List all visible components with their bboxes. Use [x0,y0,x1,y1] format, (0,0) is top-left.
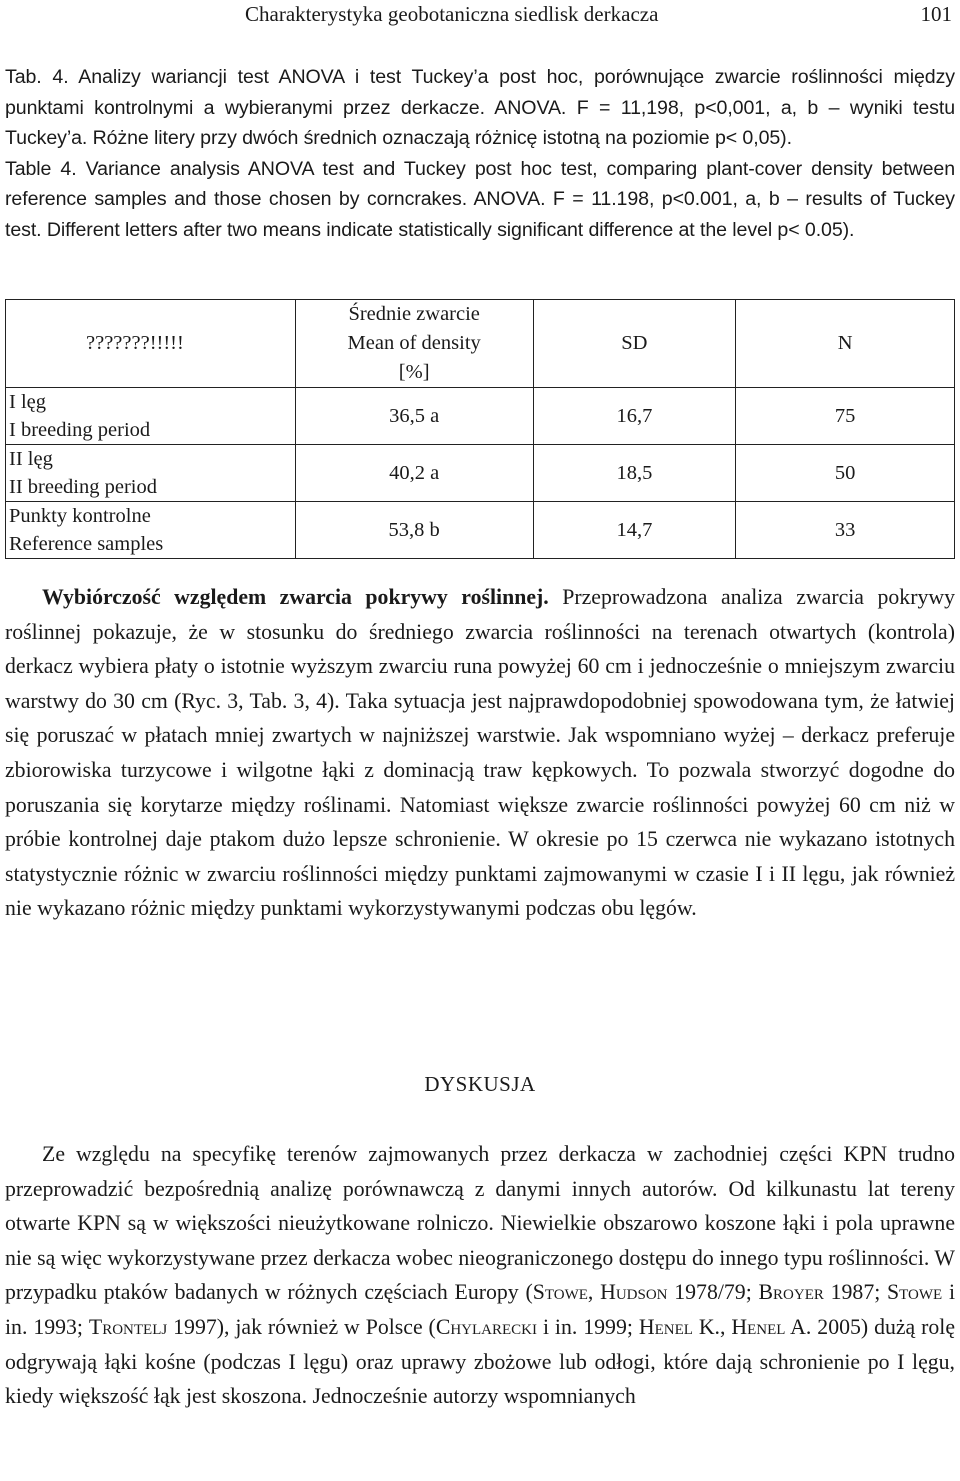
page-number: 101 [920,2,952,26]
discussion-text: , [720,1314,732,1339]
discussion-paragraph-block [5,1137,955,1414]
sd-cell: 16,7 [533,388,736,445]
discussion-text: 1997), jak również w Polsce ( [167,1314,436,1339]
discussion-text: 1978/79; [667,1280,759,1305]
author-citation: Trontelj [88,1314,168,1339]
section-title-discussion: DYSKUSJA [424,1072,536,1096]
author-citation: Hudson [600,1280,668,1305]
row-label-pl: Punkty kontrolne [9,505,151,527]
table-header-row [6,300,955,388]
mean-density-header-pl: Średnie zwarcie [348,303,480,325]
author-citation: Chylarecki [435,1314,538,1339]
anova-results-table [5,299,955,559]
n-cell: 75 [736,388,955,445]
mean-density-header-unit: [%] [398,361,430,383]
running-title: Charakterystyka geobotaniczna siedlisk derkacza [245,2,659,26]
page-header [0,0,960,24]
paragraph-text: Przeprowadzona analiza zwarcia pokrywy roślinnej pokazuje, że w stosunku do średniego zwarcia roślinności na terenach otwartych (kontrola) derkacz wybiera płaty o istotnie wyższym zwarciu runa powyżej 60 cm i jednocześnie o mniejszym zwarciu warstwy do 30 cm (Ryc. 3, Tab. 3, 4). Taka sytuacja jest najprawdopodobniej spowodowana tym, że łatwiej się poruszać w płatach mniej zwartych w najniższej warstwie. Jak wspomniano wyżej – derkacz preferuje zbiorowiska turzycowe i wilgotne łąki z dominacją traw kępkowych. To pozwala stworzyć dogodne do poruszania się korytarze między roślinami. Natomiast większe zwarcie roślinności powyżej 60 cm niż w próbie kontrolnej daje ptakom dużo lepsze schronienie. W okresie po 15 czerwca nie wykazano istotnych statystycznie różnic w zwarciu roślinności między punktami zajmowanymi w czasie I i II lęgu, jak również nie wykazano różnic między punktami wykorzystywanymi podczas obu lęgów. [5,585,955,921]
discussion-text: 2005) dużą rolę odgrywają łąki kośne (podczas I lęgu) oraz uprawy zbożowe lub odłogi, które dają schronienie po I lęgu, kiedy większość łąk jest skoszona. Jednocześnie autorzy wspomnianych [5,1314,956,1409]
row-label-en: II breeding period [9,476,157,498]
row-label [6,445,296,502]
row-label-pl: I lęg [9,391,46,413]
author-citation: Broyer [758,1280,824,1305]
row-label-en: I breeding period [9,419,151,441]
author-citation: Henel K. [638,1314,721,1339]
n-header: N [736,300,955,388]
paragraph-lead-heading: Wybiórczość względem zwarcia pokrywy roślinnej. [42,585,549,609]
discussion-text: i in. 1993; [5,1280,955,1339]
table-corner-header: ???????!!!!! [6,300,296,388]
sd-cell: 18,5 [533,445,736,502]
table-caption [5,62,955,245]
row-label [6,388,296,445]
author-citation: Henel A. [731,1314,812,1339]
mean-density-header-en: Mean of density [347,332,481,354]
mean-density-header [295,300,533,388]
n-cell: 50 [736,445,955,502]
discussion-paragraph [5,1137,955,1414]
author-citation: Stowe [532,1280,588,1305]
table-row [6,388,955,445]
mean-cell: 40,2 a [295,445,533,502]
discussion-text: 1987; [823,1280,888,1305]
results-paragraph [5,580,955,926]
mean-cell: 53,8 b [295,502,533,559]
n-cell: 33 [736,502,955,559]
discussion-text: Ze względu na specyfikę terenów zajmowanych przez derkacza w zachodniej części KPN trudno przeprowadzić bezpośrednią analizę porównawczą z danymi innych autorów. Od kilkunastu lat tereny otwarte KPN są w większości nieużytkowane rolniczo. Niewielkie obszarowo koszone łąki i pola uprawne nie są więc wykorzystywane przez derkacza wobec nieograniczonego dostępu do innego typu roślinności. W przypadku ptaków badanych w różnych częściach Europy ( [5,1142,955,1305]
row-label [6,502,296,559]
sd-header: SD [533,300,736,388]
sd-cell: 14,7 [533,502,736,559]
caption-english: Table 4. Variance analysis ANOVA test and Tuckey post hoc test, comparing plant-cover density between reference samples and those chosen by corncrakes. ANOVA. F = 11.198, p<0.001, a, b – results of Tuckey test. Different letters after two means indicate statistically significant difference at the level p< 0.05). [5,157,955,241]
results-paragraph-block [5,580,955,926]
table-row [6,445,955,502]
caption-polish: Tab. 4. Analizy wariancji test ANOVA i test Tuckey’a post hoc, porównujące zwarcie roślinności między punktami kontrolnymi a wybieranymi przez derkacze. ANOVA. F = 11,198, p<0,001, a, b – wyniki testu Tuckey’a. Różne litery przy dwóch średnich oznaczają różnicę istotną na poziomie p< 0,05). [5,66,955,149]
author-citation: Stowe [887,1280,943,1305]
discussion-text: , [587,1280,601,1305]
table-row [6,502,955,559]
row-label-en: Reference samples [9,533,164,555]
row-label-pl: II lęg [9,448,53,470]
discussion-text: i in. 1999; [537,1314,639,1339]
mean-cell: 36,5 a [295,388,533,445]
